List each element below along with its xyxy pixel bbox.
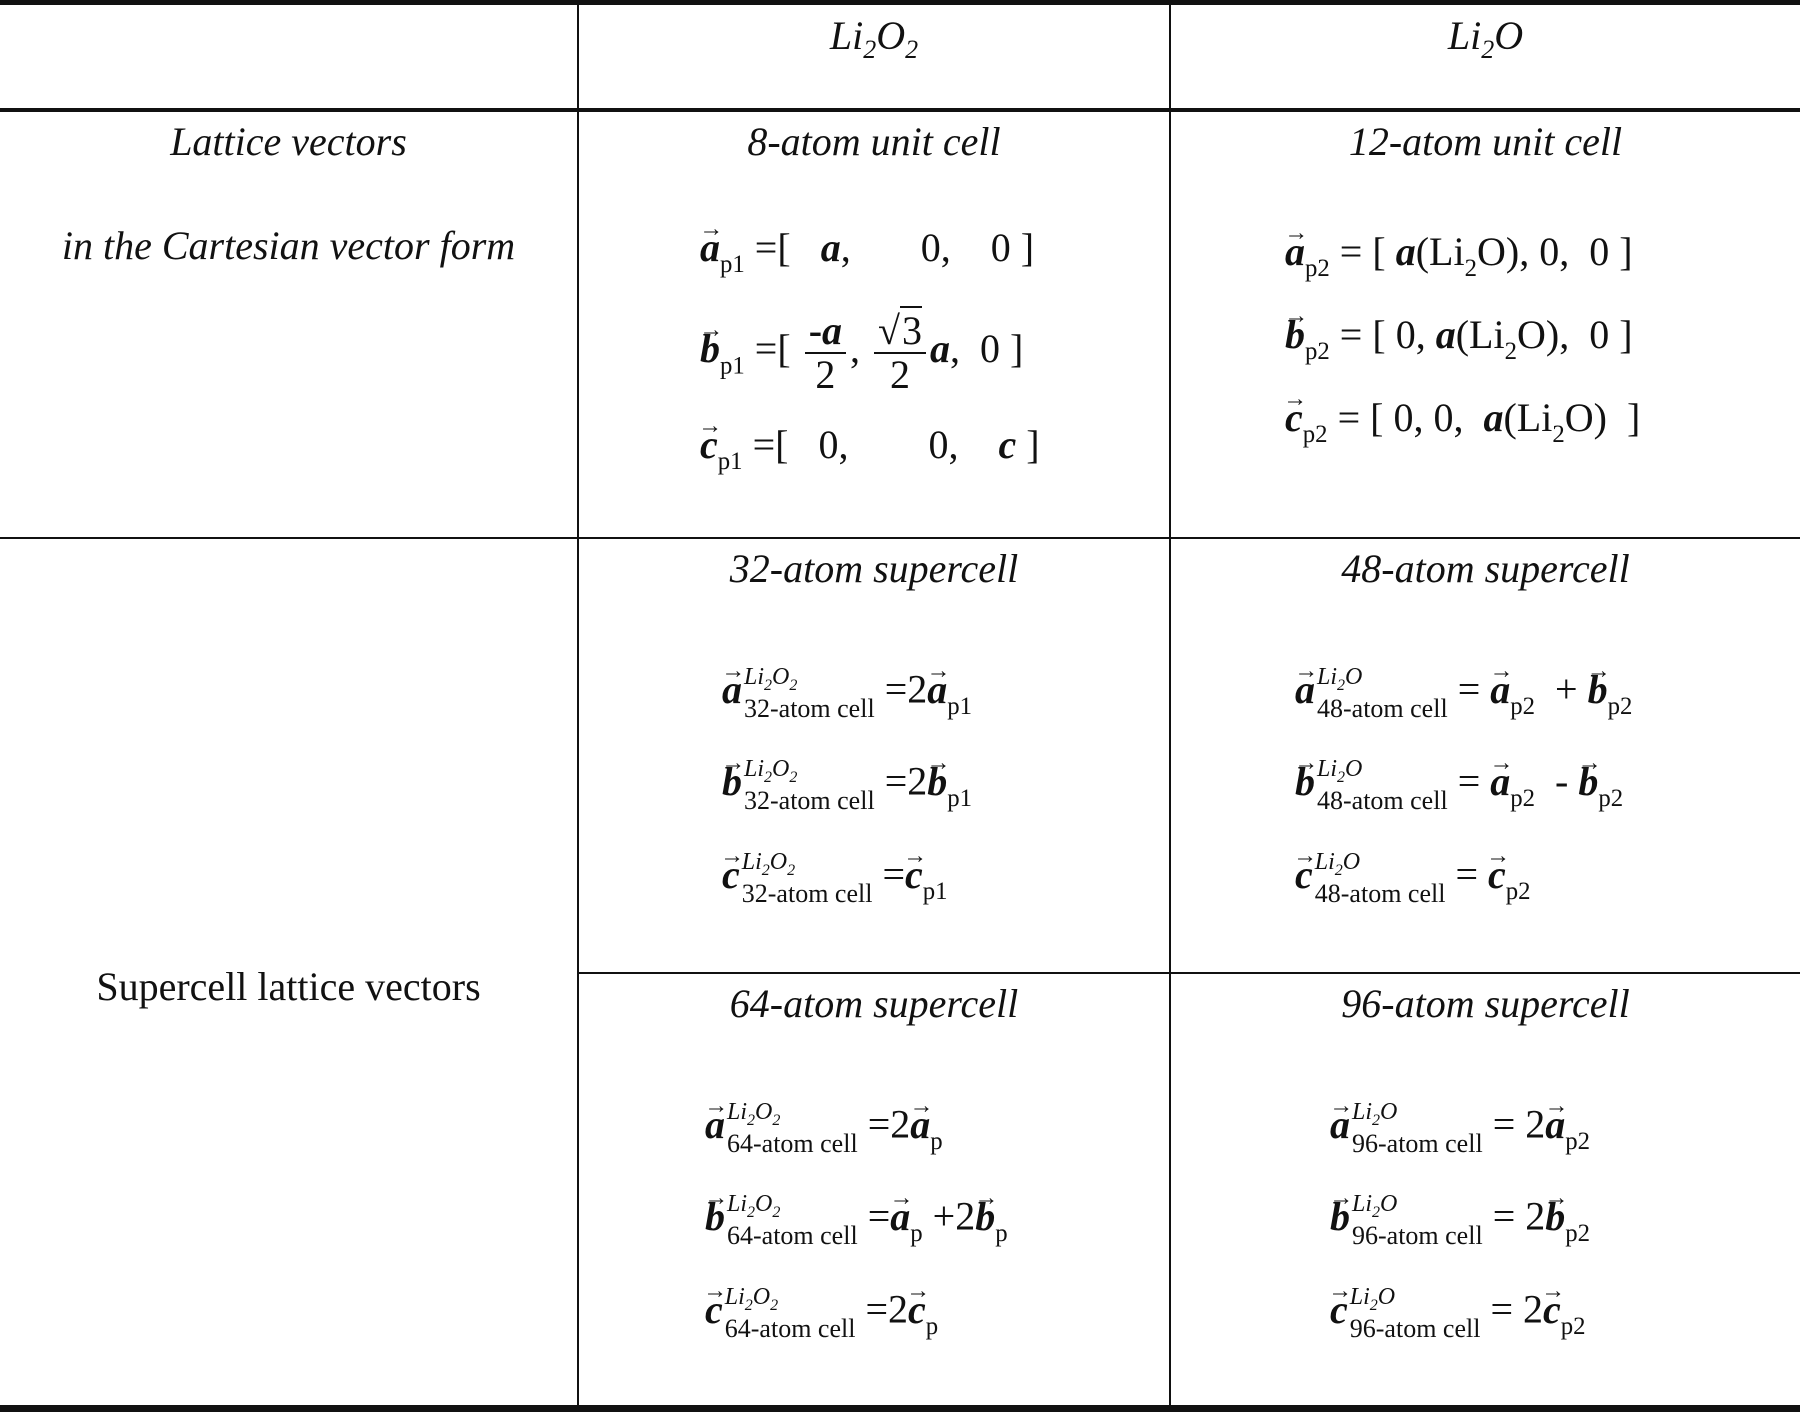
cell-title-96-atom: 96-atom supercell [1341,981,1630,1026]
row-label-cartesian-form: in the Cartesian vector form [61,223,516,268]
equation-b-p2: → $b_{p2}$ = [ 0, $a(Li_2O)$, 0 ] [1285,315,1633,365]
row-label-lattice-vectors: Lattice vectors [170,119,407,164]
equation-c-48-atom: → c $Li_2O$ 48-atom cell = → $c_{p2}$ [1295,850,1531,907]
bottom-rule [0,1405,1800,1412]
cell-title-8-atom: 8-atom unit cell [747,119,1001,164]
equation-a-48-atom: → a $Li_2O$ 48-atom cell = → $a_{p2}$ + → $b_{p2}$ [1295,665,1632,722]
equation-c-32-atom: → c $Li_2O_2$ 32-atom cell =→ $c_{p1}$ [722,850,948,907]
col-divider-2 [1169,0,1171,1412]
header-rule [0,108,1800,112]
equation-c-96-atom: → c $Li_2O$ 96-atom cell = $2\to c_{p2}$ [1330,1285,1586,1342]
top-rule [0,0,1800,5]
fraction-minus-a-over-2: $\frac{-a}{2}$ [805,310,846,396]
cell-title-64-atom: 64-atom supercell [729,981,1019,1026]
equation-a-p2: → $a_{p2}$ = [ $a(Li_2O)$, 0, 0 ] [1285,232,1633,282]
cell-title-32-atom: 32-atom supercell [729,546,1019,591]
equation-c-p1: → $c_{p1}$ =[ 0, 0, c ] [700,425,1040,475]
equation-a-p1: → $a_{p1}$ =[ a, 0, 0 ] [700,228,1034,278]
row-rule-1 [0,537,1800,539]
cell-title-48-atom: 48-atom supercell [1341,546,1630,591]
equation-b-32-atom: → b $Li_2O_2$ 32-atom cell $=2\to b_{p1}$ [722,757,972,814]
column-header-li2o: $Li_2O$ [1447,13,1524,64]
equation-c-p2: → $c_{p2}$ = [ 0, 0, $a(Li_2O)$ ] [1285,398,1640,448]
equation-b-64-atom: → b $Li_2O_2$ 64-atom cell =→ $a_p +2\to b_p$ [705,1192,1008,1249]
equation-a-64-atom: → a $Li_2O_2$ 64-atom cell $=2\to a_p$ [705,1100,943,1157]
row-rule-2 [578,972,1800,974]
equation-b-p1: → $b_{p1}$ =[ $\frac{-a}{2}$ , $\frac{√3}{2}$ a, 0 ] [700,310,1023,396]
equation-a-32-atom: → a $Li_2O_2$ 32-atom cell $=2\to a_{p1}$ [722,665,972,722]
column-header-li2o2: $Li_2O_2$ [829,13,919,64]
row-label-supercell-lattice-vectors: Supercell lattice vectors [96,964,481,1009]
fraction-sqrt3-over-2: $\frac{√3}{2}$ [874,310,926,396]
equation-b-96-atom: → b $Li_2O$ 96-atom cell = $2\to b_{p2}$ [1330,1192,1590,1249]
col-divider-1 [577,0,579,1412]
equation-a-96-atom: → a $Li_2O$ 96-atom cell = $2\to a_{p2}$ [1330,1100,1590,1157]
equation-b-48-atom: → b $Li_2O$ 48-atom cell = → $a_{p2}$ - → $b_{p2}$ [1295,757,1623,814]
cell-title-12-atom: 12-atom unit cell [1348,119,1623,164]
equation-c-64-atom: → c $Li_2O_2$ 64-atom cell $=2\to c_p$ [705,1285,938,1342]
